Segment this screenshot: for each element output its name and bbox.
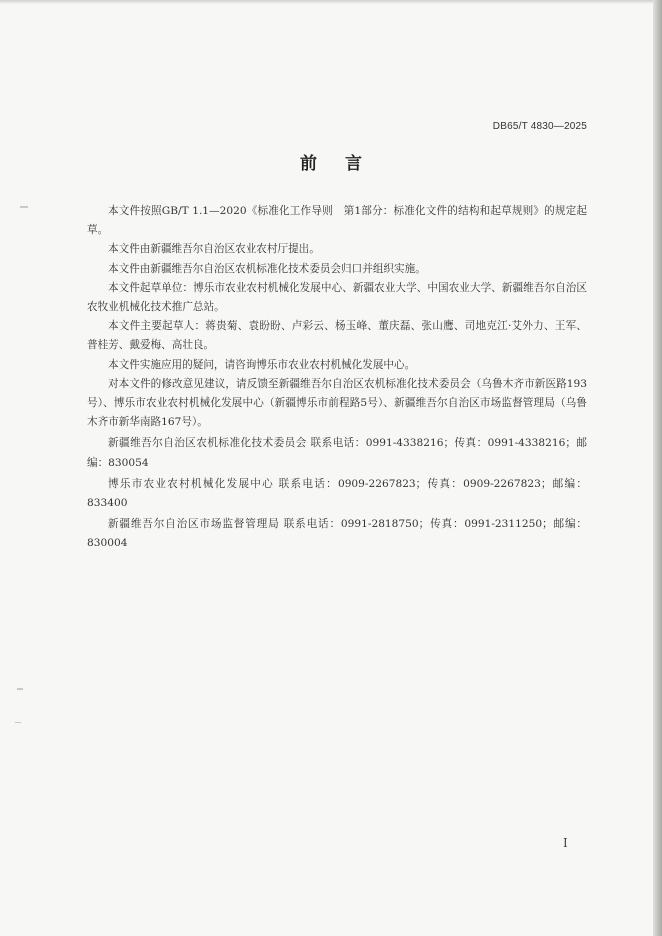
page-title: 前言: [300, 154, 390, 174]
scan-speck: [17, 688, 23, 690]
paragraph-feedback: 对本文件的修改意见建议，请反馈至新疆维吾尔自治区农机标准化技术委员会（乌鲁木齐市新医路193号）、博乐市农业农村机械化发展中心（新疆博乐市前程路5号）、新疆维吾尔自治区市场监督管理局（乌鲁木齐市新华南路167号）。: [87, 377, 587, 429]
paragraph-drafting-rules: 本文件按照GB/T 1.1—2020《标准化工作导则 第1部分：标准化文件的结构和起草规则》的规定起草。: [87, 205, 587, 237]
scan-speck: [15, 722, 21, 723]
paragraph-inquiries: 本文件实施应用的疑问，请咨询博乐市农业农村机械化发展中心。: [108, 358, 416, 371]
scan-right-edge: [653, 0, 662, 936]
foreword-body: [87, 202, 587, 554]
document-number: DB65/T 4830—2025: [492, 121, 587, 132]
page-number: I: [563, 836, 568, 850]
paragraph-responsible-committee: 本文件由新疆维吾尔自治区农机标准化技术委员会归口并组织实施。: [108, 262, 426, 275]
paragraph-proposer: 本文件由新疆维吾尔自治区农业农村厅提出。: [108, 243, 320, 256]
paragraph-drafting-units: 本文件起草单位：博乐市农业农村机械化发展中心、新疆农业大学、中国农业大学、新疆维吾尔自治区农牧业机械化技术推广总站。: [87, 281, 587, 314]
paragraph-drafters: 本文件主要起草人：蒋贵菊、袁盼盼、卢彩云、杨玉峰、董庆磊、张山鹰、司地克江·艾外力、王军、普桂芳、戴爱梅、高壮良。: [87, 320, 587, 352]
scan-top-edge: [0, 0, 662, 4]
contact-line-committee: 新疆维吾尔自治区农机标准化技术委员会 联系电话：0991-4338216；传真：0991-4338216；邮编：830054: [87, 437, 587, 469]
scan-speck: [20, 206, 28, 208]
contact-line-bole-center: 博乐市农业农村机械化发展中心 联系电话：0909-2267823；传真：0909-2267823；邮编：833400: [87, 477, 587, 510]
contact-line-market-supervision: 新疆维吾尔自治区市场监督管理局 联系电话：0991-2818750；传真：0991-2311250；邮编：830004: [87, 518, 587, 550]
